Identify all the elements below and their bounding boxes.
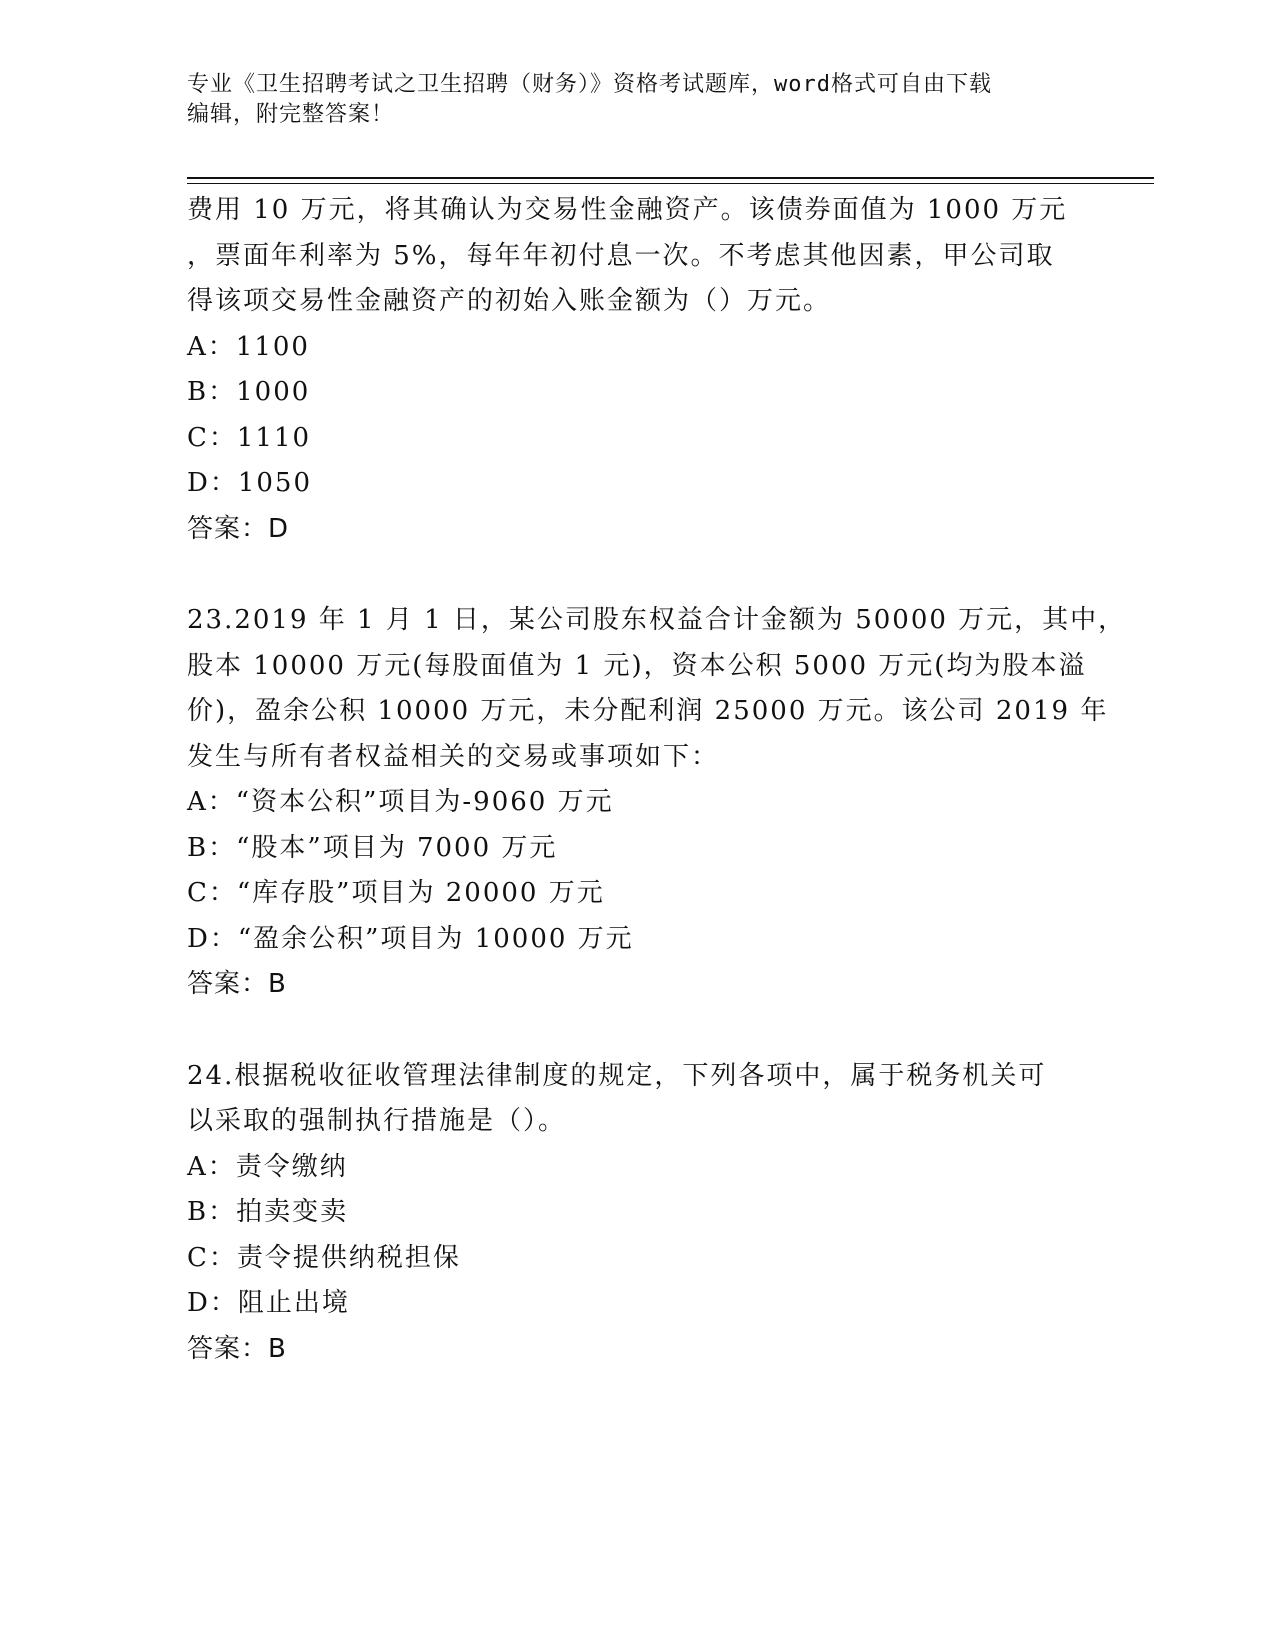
question-stem-line: 价)，盈余公积 10000 万元，未分配利润 25000 万元。该公司 2019 年: [187, 696, 1109, 726]
option-c: C：1110: [187, 422, 312, 453]
question-23: [187, 598, 1127, 1008]
question-stem-line: ，票面年利率为 5%，每年年初付息一次。不考虑其他因素，甲公司取: [187, 240, 1055, 271]
spacer: [187, 552, 1087, 598]
option-d: D：1050: [187, 468, 313, 498]
header-line-2: 编辑，附完整答案！: [187, 102, 395, 127]
question-list: [187, 188, 1127, 1372]
option-b: B：拍卖变卖: [187, 1197, 349, 1227]
option-d: D：阻止出境: [187, 1288, 350, 1318]
header-rule-thick: [187, 177, 1154, 179]
option-a: A：“资本公积”项目为-9060 万元: [187, 787, 614, 817]
question-stem-line: 24.根据税收征收管理法律制度的规定，下列各项中，属于税务机关可: [187, 1060, 1047, 1091]
option-a: A：责令缴纳: [187, 1151, 348, 1182]
option-a: A：1100: [187, 331, 310, 362]
question-22: [187, 188, 1087, 552]
answer-label: 答案：D: [187, 513, 290, 544]
answer-label: 答案：B: [187, 969, 287, 999]
question-stem-line: 23.2019 年 1 月 1 日，某公司股东权益合计金额为 50000 万元，其中，: [187, 605, 1127, 635]
option-b: B：“股本”项目为 7000 万元: [187, 832, 558, 863]
option-d: D：“盈余公积”项目为 10000 万元: [187, 923, 634, 954]
spacer: [187, 1008, 1087, 1054]
document-header: [187, 70, 1067, 130]
question-stem-line: 得该项交易性金融资产的初始入账金额为（）万元。: [187, 286, 832, 316]
question-stem-line: 发生与所有者权益相关的交易或事项如下：: [187, 741, 720, 772]
option-c: C：“库存股”项目为 20000 万元: [187, 878, 605, 908]
question-stem-line: 以采取的强制执行措施是（）。: [187, 1106, 567, 1136]
question-stem-line: 股本 10000 万元(每股面值为 1 元)，资本公积 5000 万元(均为股本溢: [187, 650, 1087, 681]
option-c: C：责令提供纳税担保: [187, 1242, 461, 1273]
question-24: [187, 1054, 1087, 1373]
header-line-1: 专业《卫生招聘考试之卫生招聘（财务）》资格考试题库，word格式可自由下载: [187, 72, 992, 97]
option-b: B：1000: [187, 377, 311, 407]
question-stem-line: 费用 10 万元，将其确认为交易性金融资产。该债券面值为 1000 万元: [187, 195, 1068, 225]
header-rule-thin: [187, 183, 1154, 184]
answer-label: 答案：B: [187, 1333, 287, 1364]
